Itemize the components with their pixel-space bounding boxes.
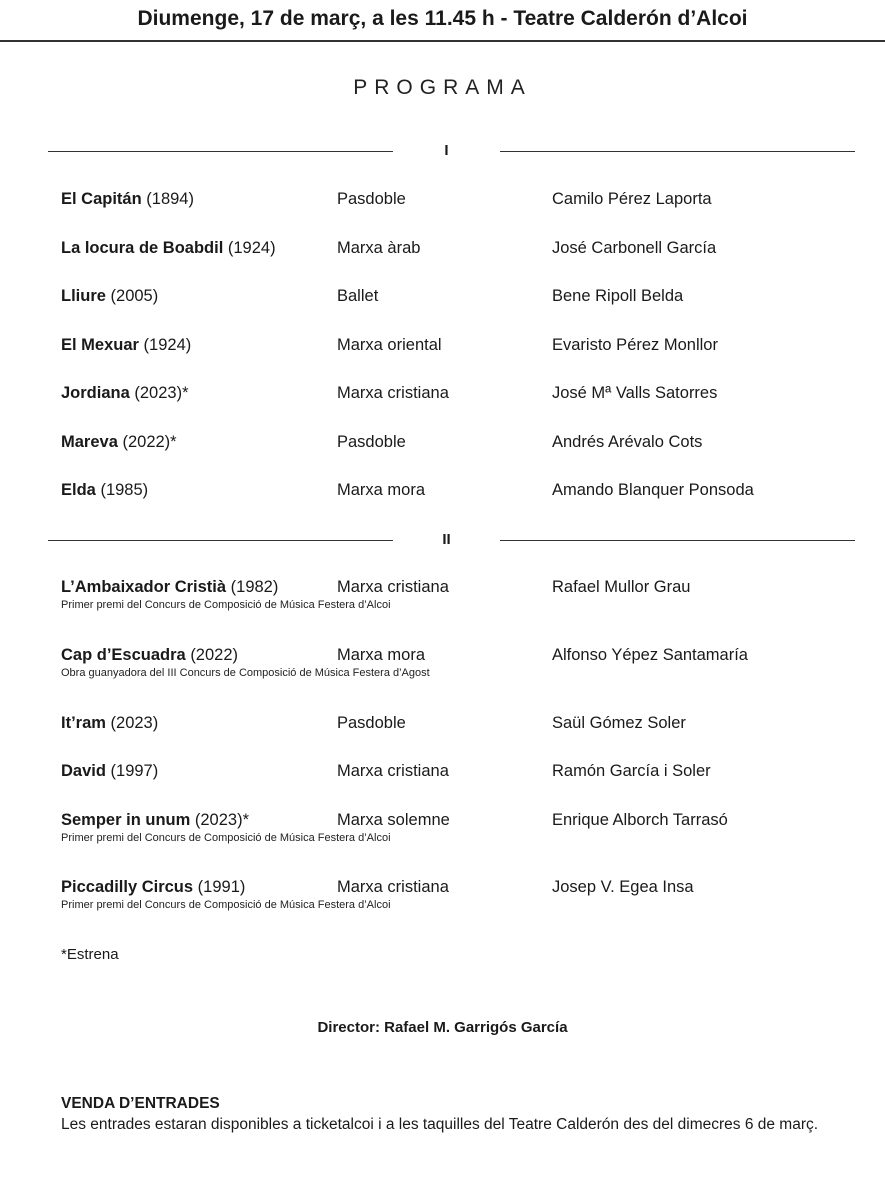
divider-rule-left	[48, 540, 393, 541]
work-title	[61, 646, 238, 665]
program-row	[0, 190, 885, 230]
section-divider-2	[0, 530, 885, 550]
program-row	[0, 287, 885, 327]
work-name: El Mexuar	[61, 336, 139, 354]
divider-rule-right	[500, 151, 855, 152]
work-name: La locura de Boabdil	[61, 239, 224, 257]
tickets-heading: VENDA D’ENTRADES	[61, 1095, 220, 1112]
event-header: Diumenge, 17 de març, a les 11.45 h - Teatre Calderón d’Alcoi	[0, 0, 885, 42]
work-composer: Josep V. Egea Insa	[552, 878, 694, 896]
work-name: Cap d’Escuadra	[61, 646, 186, 664]
section-numeral: I	[444, 142, 449, 159]
program-title: PROGRAMA	[353, 76, 532, 99]
work-title	[61, 384, 189, 403]
work-title	[61, 287, 158, 306]
work-name: David	[61, 762, 106, 780]
work-year: (1991)	[197, 878, 246, 896]
work-title	[61, 190, 194, 209]
work-name: L’Ambaixador Cristià	[61, 578, 227, 596]
work-year: (1982)	[230, 578, 279, 596]
work-composer: José Mª Valls Satorres	[552, 384, 718, 402]
program-row	[0, 878, 885, 918]
program-row	[0, 811, 885, 851]
work-composer: Rafael Mullor Grau	[552, 578, 691, 596]
divider-rule-left	[48, 151, 393, 152]
premiere-footnote: *Estrena	[61, 946, 119, 963]
work-genre: Marxa oriental	[337, 336, 442, 354]
work-title	[61, 481, 148, 500]
work-genre: Pasdoble	[337, 433, 406, 451]
work-year: (1985)	[100, 481, 149, 499]
work-year: (2005)	[110, 287, 159, 305]
program-row	[0, 762, 885, 802]
work-title	[61, 336, 191, 355]
work-year: (2022)	[190, 646, 239, 664]
work-composer: Bene Ripoll Belda	[552, 287, 684, 305]
work-note: Obra guanyadora del III Concurs de Composició de Música Festera d’Agost	[61, 667, 430, 679]
work-name: Piccadilly Circus	[61, 878, 194, 896]
work-name: Jordiana	[61, 384, 130, 402]
work-genre: Marxa mora	[337, 481, 426, 499]
program-row	[0, 578, 885, 618]
work-title	[61, 714, 158, 733]
program-row	[0, 714, 885, 754]
work-name: Semper in unum	[61, 811, 191, 829]
work-title	[61, 762, 158, 781]
work-genre: Marxa àrab	[337, 239, 421, 257]
work-genre: Marxa cristiana	[337, 578, 449, 596]
director-credit: Director: Rafael M. Garrigós García	[317, 1019, 568, 1036]
work-note: Primer premi del Concurs de Composició de Música Festera d’Alcoi	[61, 899, 391, 911]
work-title	[61, 578, 278, 597]
work-composer: Enrique Alborch Tarrasó	[552, 811, 728, 829]
work-composer: Camilo Pérez Laporta	[552, 190, 712, 208]
work-year: (2023)*	[134, 384, 189, 402]
work-year: (1924)	[143, 336, 192, 354]
work-genre: Pasdoble	[337, 714, 406, 732]
work-note: Primer premi del Concurs de Composició de Música Festera d’Alcoi	[61, 832, 391, 844]
program-row	[0, 481, 885, 521]
work-name: It’ram	[61, 714, 106, 732]
work-title	[61, 433, 177, 452]
work-genre: Marxa cristiana	[337, 878, 449, 896]
work-name: Mareva	[61, 433, 118, 451]
work-title	[61, 239, 276, 258]
work-name: Elda	[61, 481, 96, 499]
work-composer: Amando Blanquer Ponsoda	[552, 481, 754, 499]
work-name: El Capitán	[61, 190, 142, 208]
program-row	[0, 239, 885, 279]
divider-rule-right	[500, 540, 855, 541]
program-row	[0, 336, 885, 376]
work-title	[61, 811, 249, 830]
program-row	[0, 384, 885, 424]
work-year: (2023)*	[194, 811, 249, 829]
work-year: (1894)	[146, 190, 194, 208]
work-genre: Marxa mora	[337, 646, 426, 664]
work-genre: Ballet	[337, 287, 379, 305]
work-composer: José Carbonell García	[552, 239, 717, 257]
work-composer: Alfonso Yépez Santamaría	[552, 646, 748, 664]
work-genre: Marxa cristiana	[337, 384, 449, 402]
work-composer: Saül Gómez Soler	[552, 714, 686, 732]
work-year: (2023)	[110, 714, 159, 732]
work-year: (1997)	[110, 762, 159, 780]
work-genre: Pasdoble	[337, 190, 406, 208]
work-genre: Marxa solemne	[337, 811, 450, 829]
work-name: Lliure	[61, 287, 106, 305]
section-numeral: II	[442, 531, 451, 548]
work-composer: Evaristo Pérez Monllor	[552, 336, 718, 354]
tickets-text: Les entrades estaran disponibles a ticketalcoi i a les taquilles del Teatre Calderón des del dimecres 6 de març.	[61, 1116, 819, 1133]
program-row	[0, 433, 885, 473]
work-year: (2022)*	[122, 433, 177, 451]
work-genre: Marxa cristiana	[337, 762, 449, 780]
section-divider-1	[0, 141, 885, 161]
work-year: (1924)	[227, 239, 276, 257]
work-note: Primer premi del Concurs de Composició de Música Festera d’Alcoi	[61, 599, 391, 611]
work-title	[61, 878, 245, 897]
work-composer: Andrés Arévalo Cots	[552, 433, 703, 451]
work-composer: Ramón García i Soler	[552, 762, 711, 780]
program-row	[0, 646, 885, 686]
